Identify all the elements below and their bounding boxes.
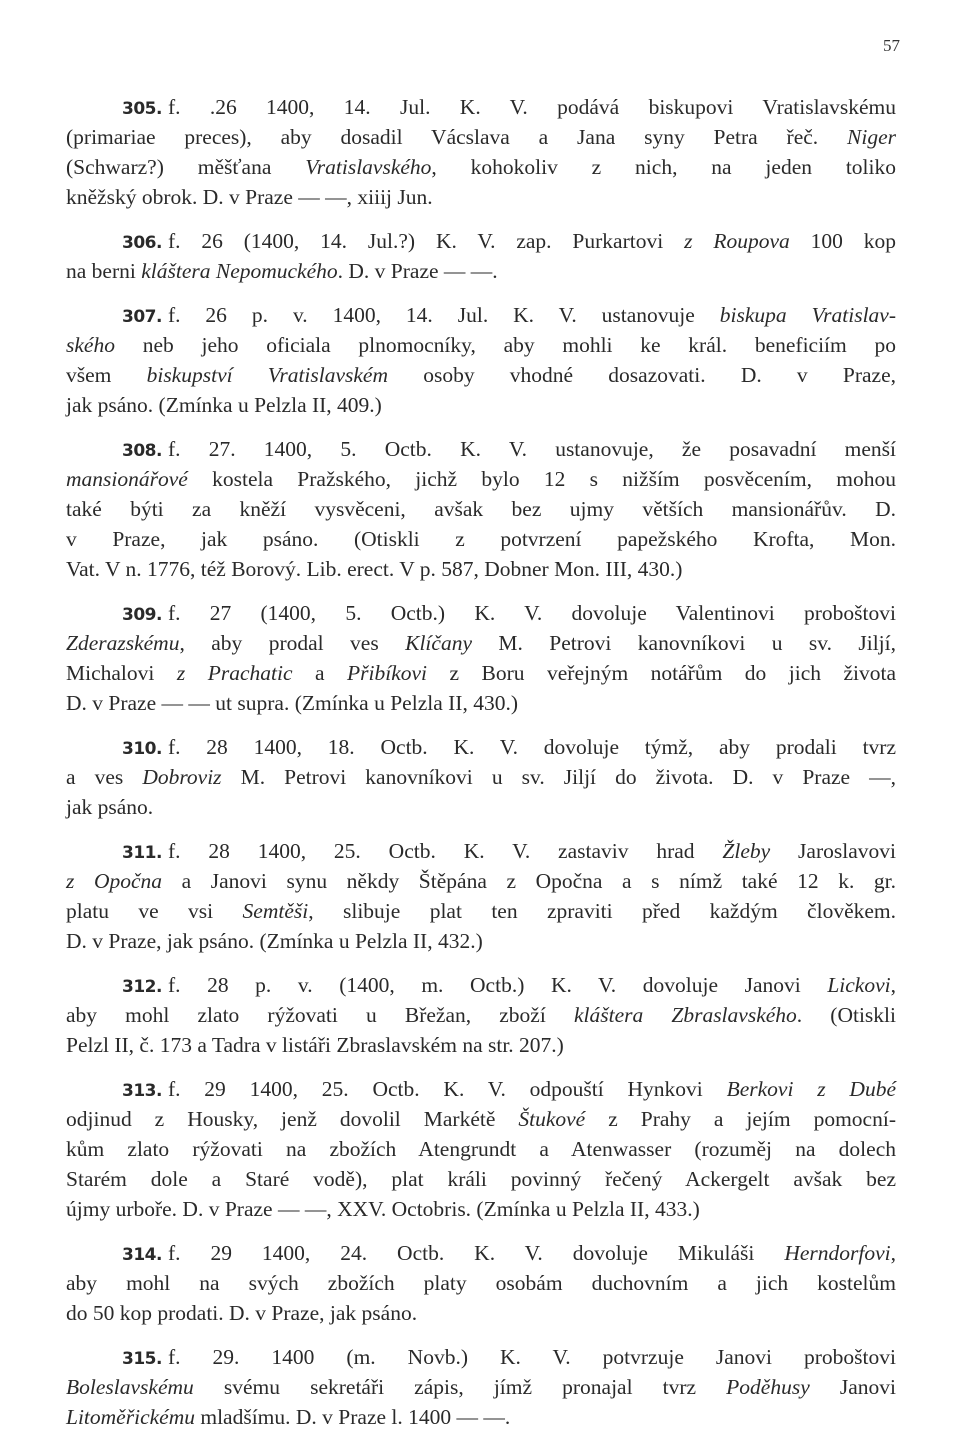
entry-line — [66, 732, 896, 762]
text: f. 29. 1400 (m. Novb.) K. V. potvrzuje Janovi proboštovi — [167, 1345, 896, 1369]
text: f. 27. 1400, 5. Octb. K. V. ustanovuje, že posavadní menší — [167, 437, 896, 461]
entry-line — [66, 300, 896, 330]
entry-line — [66, 390, 896, 420]
entry-line — [66, 360, 896, 390]
entry — [66, 732, 896, 822]
text: , kohokoliv z nich, na jeden toliko — [431, 155, 896, 179]
text: z Boru veřejným notářům do jich života — [427, 661, 897, 685]
text: , — [890, 1241, 896, 1265]
entry-line — [66, 330, 896, 360]
text: Starém dole a Staré vodě), plat králi povinný řečený Ackergelt avšak bez — [66, 1167, 896, 1191]
italic-text: kláštera Nepomuckého — [141, 259, 338, 283]
entry-number: 308. — [122, 441, 162, 461]
entry-line — [66, 524, 896, 554]
entry — [66, 836, 896, 956]
entry-line — [66, 688, 896, 718]
entry — [66, 92, 896, 212]
italic-text: mansionářové — [66, 467, 188, 491]
italic-text: Přibíkovi — [347, 661, 428, 685]
entry-line — [66, 1104, 896, 1134]
text: f. 26 p. v. 1400, 14. Jul. K. V. ustanovuje — [167, 303, 720, 327]
italic-text: biskupa Vratislav- — [719, 303, 896, 327]
entry-line — [66, 152, 896, 182]
page-number: 57 — [883, 36, 900, 55]
text: Jaroslavovi — [770, 839, 896, 863]
entry-line — [66, 1402, 896, 1432]
text: (Schwarz?) měšťana — [66, 155, 306, 179]
entry-line — [66, 1372, 896, 1402]
entry-line — [66, 226, 896, 256]
entry-number: 307. — [122, 307, 162, 327]
entry-line — [66, 1074, 896, 1104]
entry-line — [66, 1342, 896, 1372]
text: jak psáno. — [66, 795, 154, 819]
entry-number: 311. — [122, 843, 162, 863]
italic-text: z Prachatic — [176, 661, 293, 685]
italic-text: Boleslavskému — [66, 1375, 194, 1399]
entry-line — [66, 1030, 896, 1060]
entry — [66, 434, 896, 584]
entry — [66, 1238, 896, 1328]
text: , — [890, 973, 896, 997]
text: Janovi — [809, 1375, 896, 1399]
italic-text: z Roupova — [684, 229, 790, 253]
entry-number: 306. — [122, 233, 162, 253]
text: neb jeho oficiala plnomocníky, aby mohli ke král. beneficiím po — [114, 333, 896, 357]
text: f. 27 (1400, 5. Octb.) K. V. dovoluje Valentinovi proboštovi — [167, 601, 896, 625]
entry-line — [66, 434, 896, 464]
entry — [66, 598, 896, 718]
text: platu ve vsi — [66, 899, 243, 923]
text: v Praze, jak psáno. (Otiskli z potvrzení papežského Krofta, Mon. — [66, 527, 896, 551]
italic-text: Herndorfovi — [784, 1241, 891, 1265]
text: osoby vhodné dosazovati. D. v Praze, — [388, 363, 897, 387]
text: do 50 kop prodati. D. v Praze, jak psáno. — [66, 1301, 418, 1325]
text: f. 29 1400, 24. Octb. K. V. dovoluje Mikuláši — [167, 1241, 785, 1265]
entry-number: 309. — [122, 605, 162, 625]
text: . D. v Praze — —. — [337, 259, 498, 283]
entry-line — [66, 970, 896, 1000]
italic-text: z Opočna — [66, 869, 163, 893]
text: f. 26 (1400, 14. Jul.?) K. V. zap. Purkartovi — [167, 229, 685, 253]
entry-line — [66, 836, 896, 866]
italic-text: Niger — [847, 125, 896, 149]
entry-line — [66, 1194, 896, 1224]
italic-text: Semtěši — [242, 899, 309, 923]
text: f. 28 1400, 25. Octb. K. V. zastaviv hrad — [167, 839, 723, 863]
text: a Janovi synu někdy Štěpána z Opočna a s nímž také 12 k. gr. — [162, 869, 897, 893]
text: aby mohl zlato rýžovati u Břežan, zboží — [66, 1003, 574, 1027]
italic-text: Zderazskému — [66, 631, 180, 655]
italic-text: Žleby — [722, 839, 771, 863]
text: Michalovi — [66, 661, 177, 685]
text: f. 28 1400, 18. Octb. K. V. dovoluje týmž, aby prodali tvrz — [167, 735, 896, 759]
entry-number: 315. — [122, 1349, 162, 1369]
text: , aby prodal ves — [179, 631, 406, 655]
entry-line — [66, 464, 896, 494]
entry-line — [66, 598, 896, 628]
italic-text: Vratislavského — [305, 155, 432, 179]
text: f. 29 1400, 25. Octb. K. V. odpouští Hynkovi — [167, 1077, 727, 1101]
text: kostela Pražského, jichž bylo 12 s nižším posvěcením, mohou — [187, 467, 896, 491]
entry-line — [66, 494, 896, 524]
text: kům zlato rýžovati na zbožích Atengrundt a Atenwasser (rozuměj na dolech — [66, 1137, 896, 1161]
text: aby mohl na svých zbožích platy osobám duchovním a jich kostelům — [66, 1271, 896, 1295]
text: D. v Praze — — ut supra. (Zmínka u Pelzla II, 430.) — [66, 691, 518, 715]
text: na berni — [66, 259, 142, 283]
text: Pelzl II, č. 173 a Tadra v listáři Zbraslavském na str. 207.) — [66, 1033, 564, 1057]
entry — [66, 970, 896, 1060]
entry-line — [66, 256, 896, 286]
italic-text: Berkovi z Dubé — [726, 1077, 896, 1101]
italic-text: Litoměřickému — [66, 1405, 195, 1429]
text: kněžský obrok. D. v Praze — —, xiiij Jun. — [66, 185, 433, 209]
text: a — [292, 661, 347, 685]
entry-line — [66, 122, 896, 152]
entry-line — [66, 182, 896, 212]
italic-text: kláštera Zbraslavského — [573, 1003, 797, 1027]
entry-line — [66, 1268, 896, 1298]
italic-text: ského — [66, 333, 115, 357]
entry-line — [66, 1238, 896, 1268]
text: a ves — [66, 765, 143, 789]
text: svému sekretáři zápis, jímž pronajal tvrz — [193, 1375, 727, 1399]
italic-text: Štukové — [518, 1107, 586, 1131]
entry-line — [66, 1000, 896, 1030]
entry-line — [66, 1164, 896, 1194]
text: (primariae preces), aby dosadil Vácslava a Jana syny Petra řeč. — [66, 125, 848, 149]
entry — [66, 1074, 896, 1224]
entry-line — [66, 762, 896, 792]
entry-line — [66, 1298, 896, 1328]
entry — [66, 226, 896, 286]
entry-line — [66, 792, 896, 822]
text: f. .26 1400, 14. Jul. K. V. podává biskupovi Vratislavskému — [167, 95, 896, 119]
entry — [66, 300, 896, 420]
entries-list — [66, 92, 896, 1446]
text: z Prahy a jejím pomocní- — [585, 1107, 896, 1131]
entry-number: 314. — [122, 1245, 162, 1265]
entry-line — [66, 92, 896, 122]
italic-text: biskupství Vratislavském — [146, 363, 389, 387]
text: M. Petrovi kanovníkovi u sv. Jiljí, — [471, 631, 896, 655]
text: Vat. V n. 1776, též Borový. Lib. erect. V p. 587, Dobner Mon. III, 430.) — [66, 557, 683, 581]
italic-text: Poděhusy — [726, 1375, 810, 1399]
entry-line — [66, 628, 896, 658]
text: mladšímu. D. v Praze l. 1400 — —. — [194, 1405, 511, 1429]
entry-number: 310. — [122, 739, 162, 759]
text: újmy urboře. D. v Praze — —, XXV. Octobris. (Zmínka u Pelzla II, 433.) — [66, 1197, 700, 1221]
text: D. v Praze, jak psáno. (Zmínka u Pelzla II, 432.) — [66, 929, 483, 953]
entry-line — [66, 926, 896, 956]
entry-number: 305. — [122, 99, 162, 119]
text: všem — [66, 363, 147, 387]
text: také býti za kněží vysvěceni, avšak bez ujmy větších mansionářův. D. — [66, 497, 896, 521]
text: jak psáno. (Zmínka u Pelzla II, 409.) — [66, 393, 382, 417]
entry-number: 313. — [122, 1081, 162, 1101]
entry-number: 312. — [122, 977, 162, 997]
text: . (Otiskli — [796, 1003, 896, 1027]
entry — [66, 1342, 896, 1432]
entry-line — [66, 658, 896, 688]
text: odjinud z Housky, jenž dovolil Markétě — [66, 1107, 519, 1131]
entry-line — [66, 554, 896, 584]
italic-text: Lickovi — [827, 973, 891, 997]
text: 100 kop — [789, 229, 897, 253]
italic-text: Dobroviz — [142, 765, 222, 789]
text: f. 28 p. v. (1400, m. Octb.) K. V. dovoluje Janovi — [167, 973, 828, 997]
entry-line — [66, 896, 896, 926]
text: M. Petrovi kanovníkovi u sv. Jiljí do života. D. v Praze —, — [221, 765, 897, 789]
italic-text: Klíčany — [405, 631, 472, 655]
entry-line — [66, 866, 896, 896]
entry-line — [66, 1134, 896, 1164]
text: , slibuje plat ten zpraviti před každým člověkem. — [308, 899, 896, 923]
